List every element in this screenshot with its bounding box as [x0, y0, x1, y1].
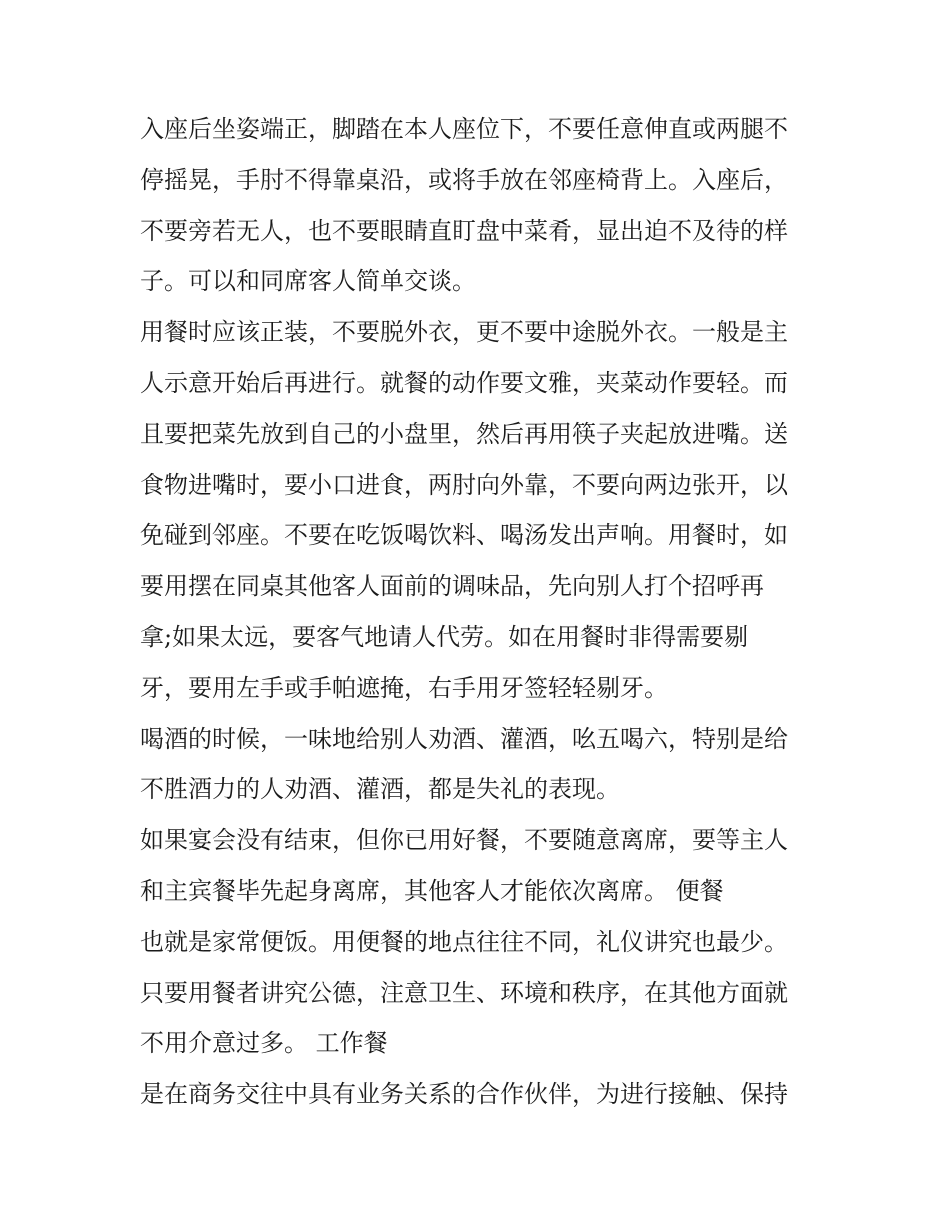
text-line: 不要旁若无人，也不要眼睛直盯盘中菜肴，显出迫不及待的样: [140, 216, 788, 245]
text-line: 如果宴会没有结束，但你已用好餐，不要随意离席，要等主人: [140, 826, 788, 855]
text-line: 牙，要用左手或手帕遮掩，右手用牙签轻轻剔牙。: [140, 673, 668, 702]
text-line: 喝酒的时候，一味地给别人劝酒、灌酒，吆五喝六，特别是给: [140, 724, 788, 753]
text-line: 拿;如果太远，要客气地请人代劳。如在用餐时非得需要剔: [140, 622, 749, 651]
text-line: 和主宾餐毕先起身离席，其他客人才能依次离席。 便餐: [140, 876, 724, 905]
text-line: 停摇晃，手肘不得靠桌沿，或将手放在邻座椅背上。入座后，: [140, 165, 788, 194]
text-line: 不用介意过多。 工作餐: [140, 1029, 388, 1058]
body-text: [140, 104, 830, 1120]
text-line: 人示意开始后再进行。就餐的动作要文雅，夹菜动作要轻。而: [140, 368, 788, 397]
text-line: 用餐时应该正装，不要脱外衣，更不要中途脱外衣。一般是主: [140, 318, 788, 347]
text-line: 是在商务交往中具有业务关系的合作伙伴，为进行接触、保持: [140, 1080, 788, 1109]
text-line: 不胜酒力的人劝酒、灌酒，都是失礼的表现。: [140, 775, 620, 804]
text-line: 免碰到邻座。不要在吃饭喝饮料、喝汤发出声响。用餐时，如: [140, 521, 788, 550]
text-line: 子。可以和同席客人简单交谈。: [140, 267, 476, 296]
text-line: 且要把菜先放到自己的小盘里，然后再用筷子夹起放进嘴。送: [140, 419, 788, 448]
text-line: 食物进嘴时，要小口进食，两肘向外靠，不要向两边张开，以: [140, 470, 788, 499]
text-line: 入座后坐姿端正，脚踏在本人座位下，不要任意伸直或两腿不: [140, 115, 788, 143]
text-line: 要用摆在同桌其他客人面前的调味品，先向别人打个招呼再: [140, 572, 764, 601]
text-line: 也就是家常便饭。用便餐的地点往往不同，礼仪讲究也最少。: [140, 927, 788, 956]
text-line: 只要用餐者讲究公德，注意卫生、环境和秩序，在其他方面就: [140, 978, 788, 1007]
